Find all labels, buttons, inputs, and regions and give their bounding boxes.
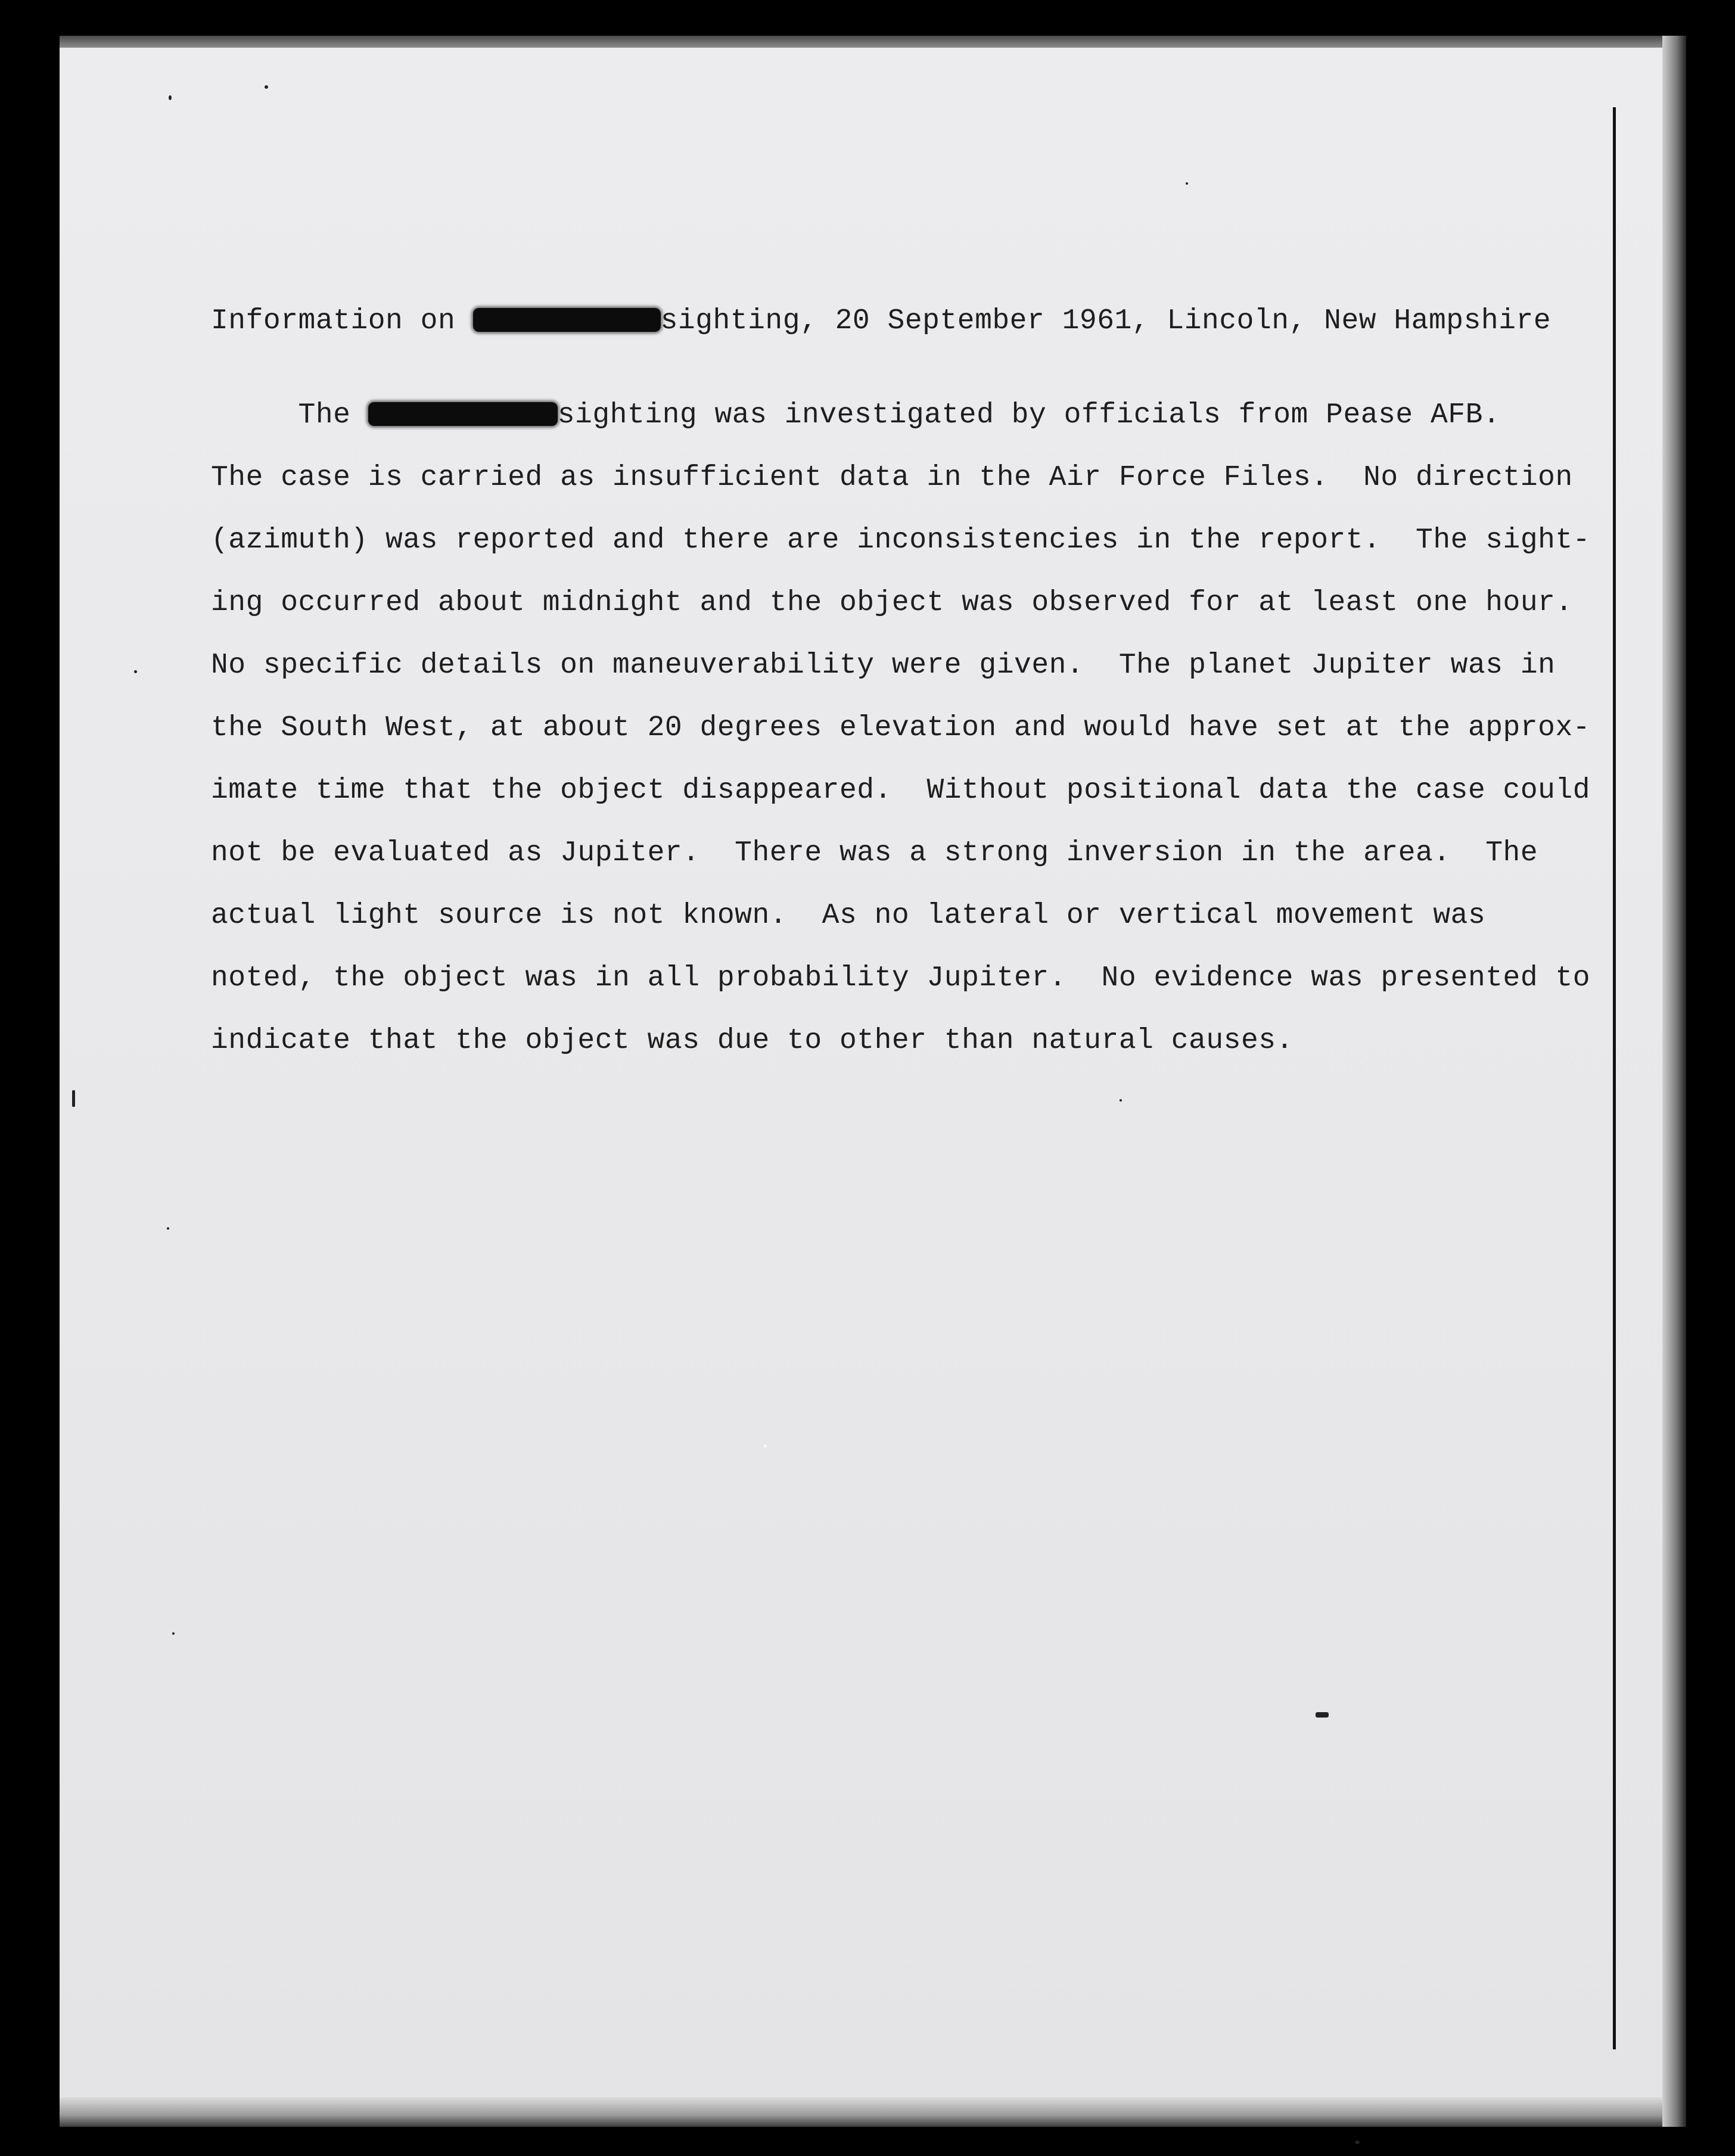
redaction-block [473, 308, 661, 332]
body-line: The case is carried as insufficient data in the Air Force Files. No direction [211, 462, 1573, 494]
title-prefix: Information on [211, 305, 473, 337]
body-line: ing occurred about midnight and the object was observed for at least one hour. [211, 587, 1573, 619]
body-line: No specific details on maneuverability were given. The planet Jupiter was in [211, 649, 1556, 682]
body-line: indicate that the object was due to other than natural causes. [211, 1025, 1294, 1057]
scan-speck [1120, 1099, 1122, 1102]
scan-speck [169, 95, 172, 100]
scan-speck [265, 85, 268, 89]
scan-speck [167, 1227, 169, 1230]
body-line: (azimuth) was reported and there are inconsistencies in the report. The sight- [211, 524, 1591, 556]
body-line: imate time that the object disappeared. Without positional data the case could [211, 774, 1591, 807]
scan-speck [72, 1090, 75, 1107]
scan-speck [1186, 182, 1188, 185]
scan-speck [172, 1632, 175, 1635]
body-line: not be evaluated as Jupiter. There was a strong inversion in the area. The [211, 837, 1538, 869]
scan-shadow-right [1662, 36, 1686, 2127]
scan-speck [134, 670, 137, 673]
body-line: noted, the object was in all probability Jupiter. No evidence was presented to [211, 962, 1591, 994]
body-line: actual light source is not known. As no lateral or vertical movement was [211, 900, 1486, 932]
scan-shadow-bottom [60, 2097, 1680, 2127]
page-edge-line [1613, 107, 1616, 2049]
paragraph-first-line [211, 399, 1500, 431]
scan-speck [764, 1445, 767, 1448]
first-line-suffix: sighting was investigated by officials from Pease AFB. [557, 399, 1501, 431]
scan-speck [1316, 1712, 1329, 1718]
scan-speck [1355, 2141, 1360, 2144]
title-suffix: sighting, 20 September 1961, Lincoln, New Hampshire [660, 305, 1551, 337]
redaction-block [368, 402, 558, 426]
first-line-prefix: The [211, 399, 368, 431]
document-title [211, 305, 1551, 337]
body-line: the South West, at about 20 degrees elevation and would have set at the approx- [211, 712, 1591, 744]
paper-sheet [60, 48, 1680, 2115]
